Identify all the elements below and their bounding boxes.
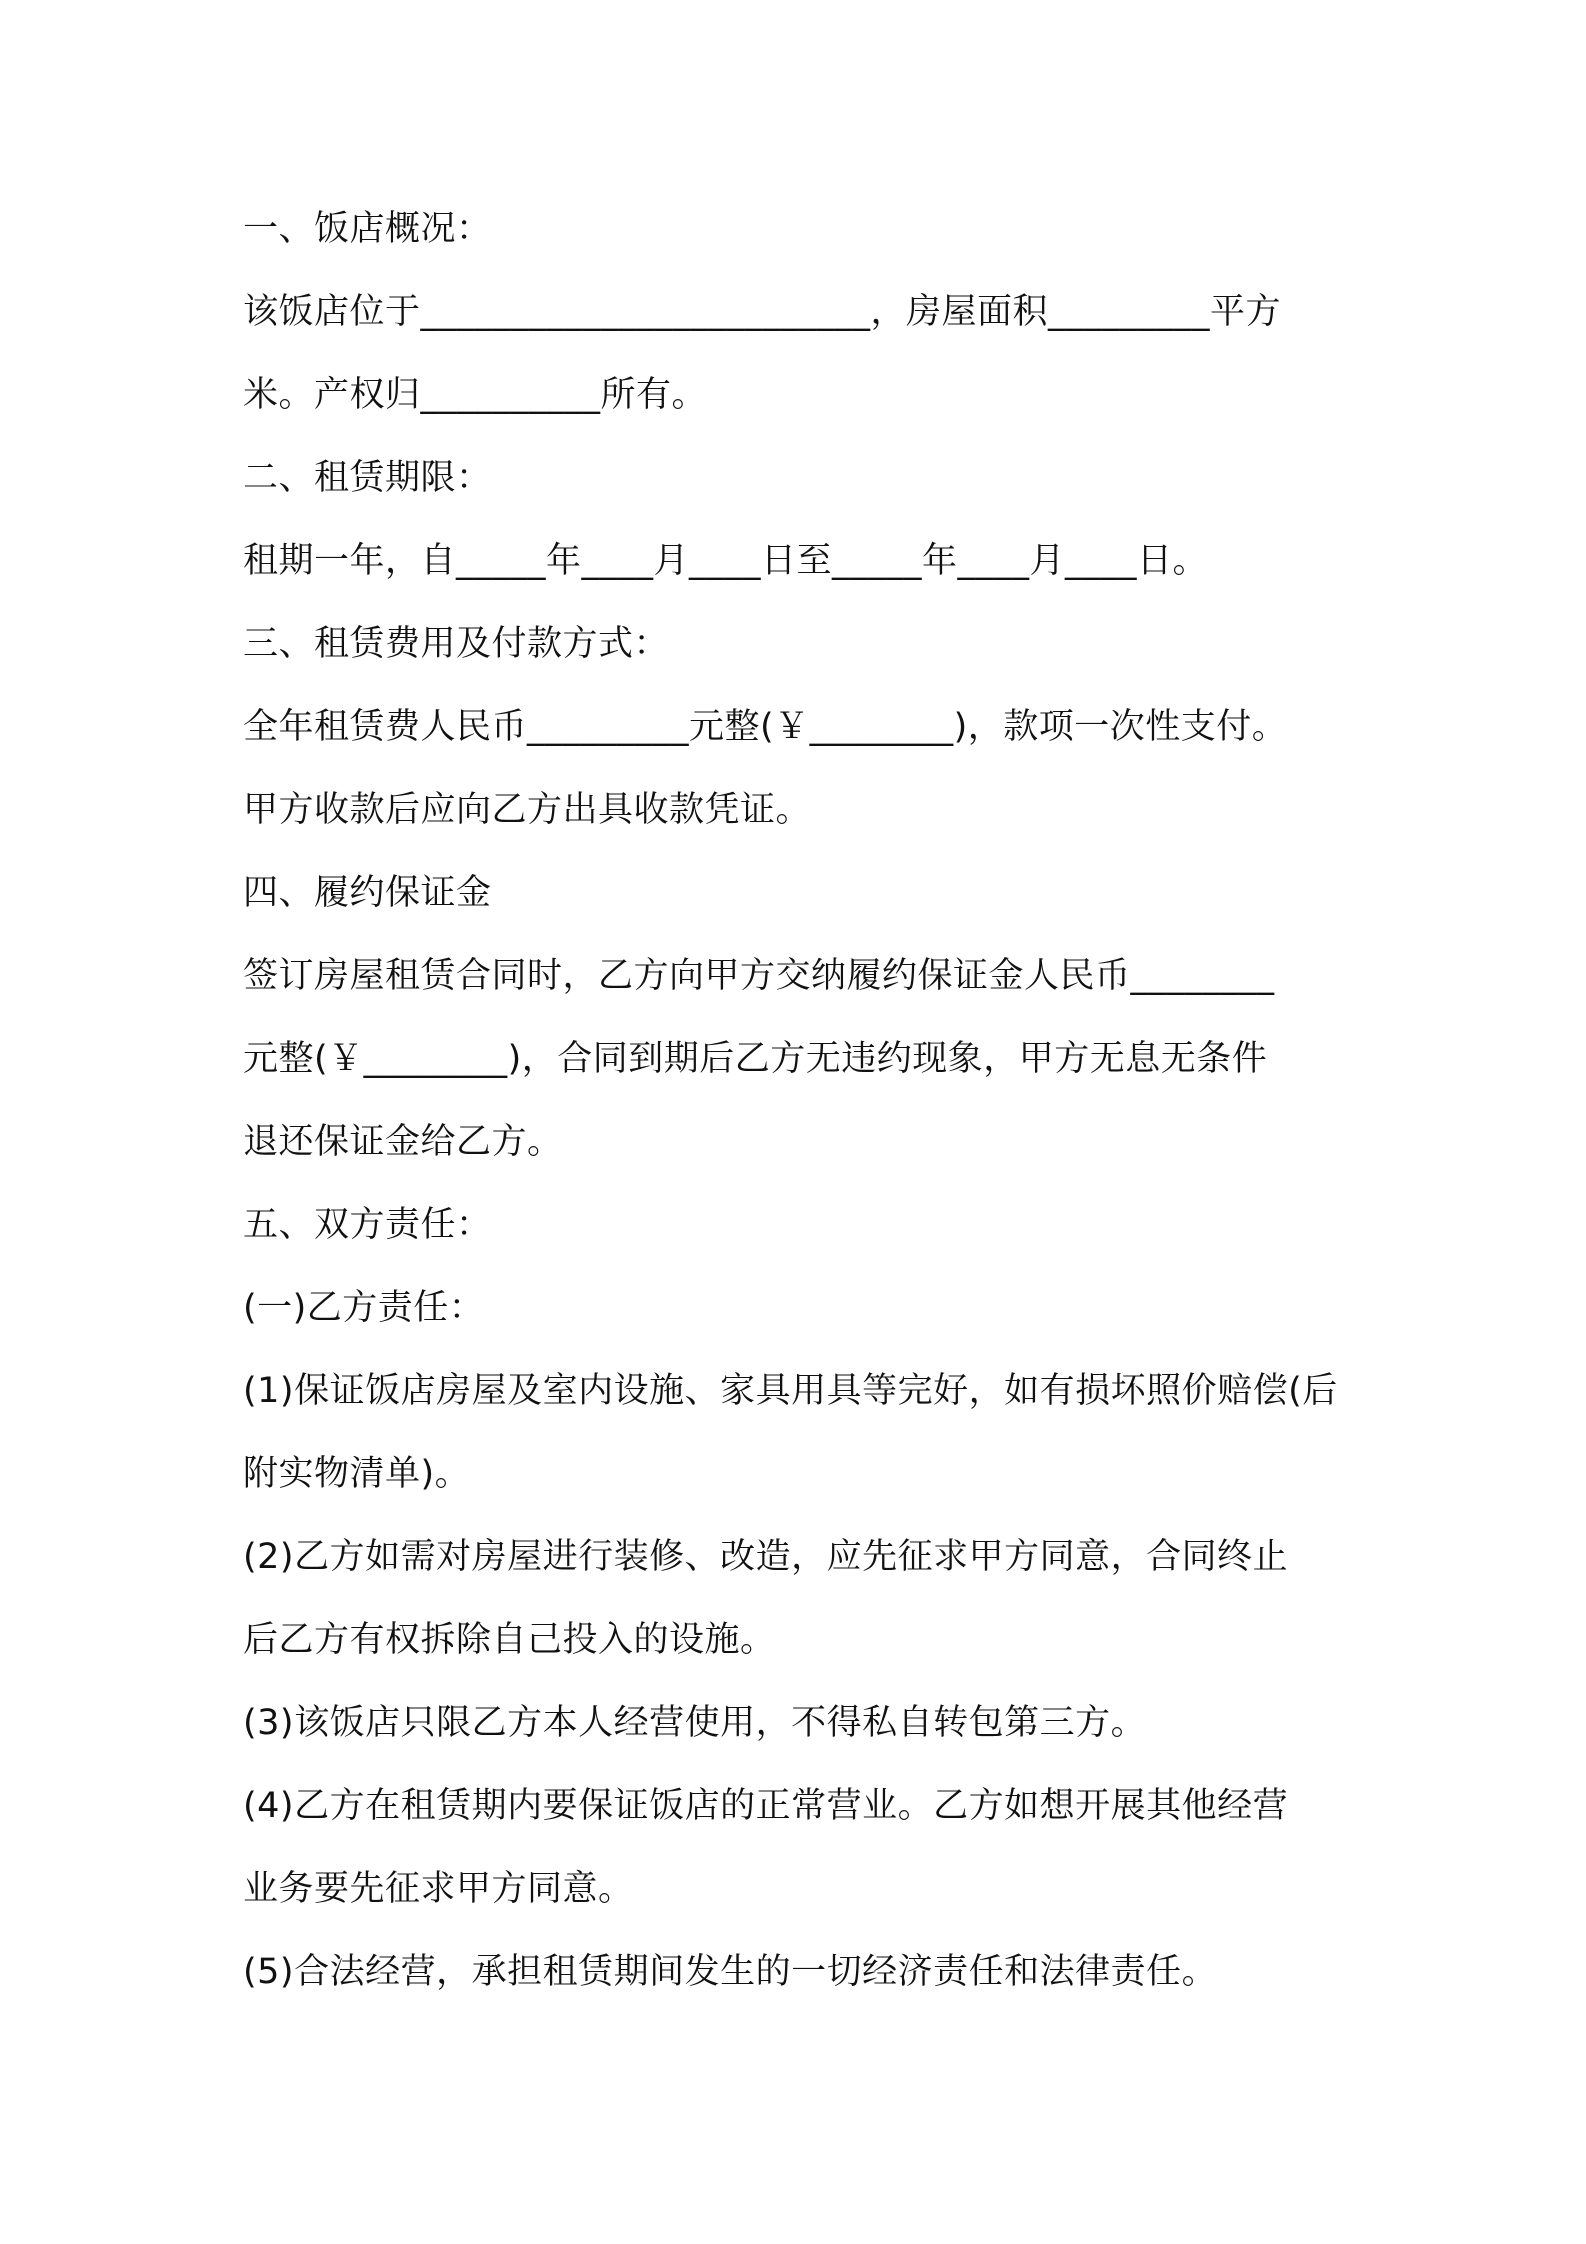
paragraph-line: 附实物清单)。 — [243, 1454, 471, 1494]
paragraph-line: (5)合法经营，承担租赁期间发生的一切经济责任和法律责任。 — [243, 1952, 1218, 1992]
section-1-heading: 一、饭店概况： — [243, 209, 492, 249]
paragraph-line: 退还保证金给乙方。 — [243, 1122, 563, 1162]
paragraph-line: 租期一年，自_____年____月____日至_____年____月____日。 — [243, 541, 1209, 581]
section-4-heading: 四、履约保证金 — [243, 873, 492, 913]
section-3-heading: 三、租赁费用及付款方式： — [243, 624, 670, 664]
paragraph-line: 该饭店位于_________________________，房屋面积_________平方 — [243, 292, 1282, 332]
paragraph-line: 签订房屋租赁合同时，乙方向甲方交纳履约保证金人民币________ — [243, 956, 1275, 996]
paragraph-line: (2)乙方如需对房屋进行装修、改造，应先征求甲方同意，合同终止 — [243, 1537, 1289, 1577]
section-2-heading: 二、租赁期限： — [243, 458, 492, 498]
paragraph-line: 后乙方有权拆除自己投入的设施。 — [243, 1620, 776, 1660]
paragraph-line: 元整(￥________)，合同到期后乙方无违约现象，甲方无息无条件 — [243, 1039, 1268, 1079]
paragraph-line: 甲方收款后应向乙方出具收款凭证。 — [243, 790, 812, 830]
paragraph-line: 米。产权归__________所有。 — [243, 375, 708, 415]
paragraph-line: (1)保证饭店房屋及室内设施、家具用具等完好，如有损坏照价赔偿(后 — [243, 1371, 1338, 1411]
paragraph-line: 全年租赁费人民币_________元整(￥________)，款项一次性支付。 — [243, 707, 1288, 747]
section-5-heading: 五、双方责任： — [243, 1205, 492, 1245]
paragraph-line: (3)该饭店只限乙方本人经营使用，不得私自转包第三方。 — [243, 1703, 1147, 1743]
subsection-heading: (一)乙方责任： — [243, 1288, 485, 1328]
paragraph-line: (4)乙方在租赁期内要保证饭店的正常营业。乙方如想开展其他经营 — [243, 1786, 1289, 1826]
paragraph-line: 业务要先征求甲方同意。 — [243, 1869, 634, 1909]
